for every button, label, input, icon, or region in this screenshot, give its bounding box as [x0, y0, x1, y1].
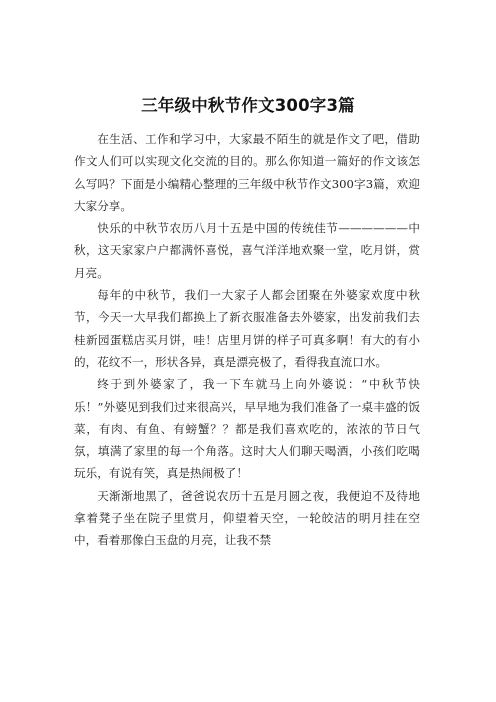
paragraph-intro: 在生活、工作和学习中，大家最不陌生的就是作文了吧，借助作文人们可以实现文化交流的目的。那么你知道一篇好的作文该怎么写吗？下面是小编精心整理的三年级中秋节作文300字3篇，欢迎大家分享。	[74, 132, 420, 213]
paragraph-mooncake: 每年的中秋节，我们一大家子人都会团聚在外婆家欢度中秋节，今天一大早我们都换上了新衣服准备去外婆家，出发前我们去桂新园蛋糕店买月饼，哇！店里月饼的样子可真多啊！有大的有小的，花纹不一，形状各异，真是漂亮极了，看得我直流口水。	[74, 288, 420, 369]
paragraph-festival: 快乐的中秋节农历八月十五是中国的传统佳节——————中秋，这天家家户户都满怀喜悦，喜气洋洋地欢聚一堂，吃月饼，赏月亮。	[74, 221, 420, 280]
paragraph-grandma: 终于到外婆家了，我一下车就马上向外婆说：“中秋节快乐！”外婆见到我们过来很高兴，早早地为我们准备了一桌丰盛的饭菜，有肉、有鱼、有螃蟹？？都是我们喜欢吃的，浓浓的节日气氛，填满了家里的每一个角落。这时大人们聊天喝酒，小孩们吃喝玩乐，有说有笑，真是热闹极了！	[74, 377, 420, 481]
document-title: 三年级中秋节作文300字3篇	[141, 96, 355, 115]
document-body	[74, 128, 420, 552]
paragraph-moon: 天渐渐地黑了，爸爸说农历十五是月圆之夜，我便迫不及待地拿着凳子坐在院子里赏月，仰望着天空，一轮皎洁的明月挂在空中，看着那像白玉盘的月亮，让我不禁	[74, 488, 420, 548]
